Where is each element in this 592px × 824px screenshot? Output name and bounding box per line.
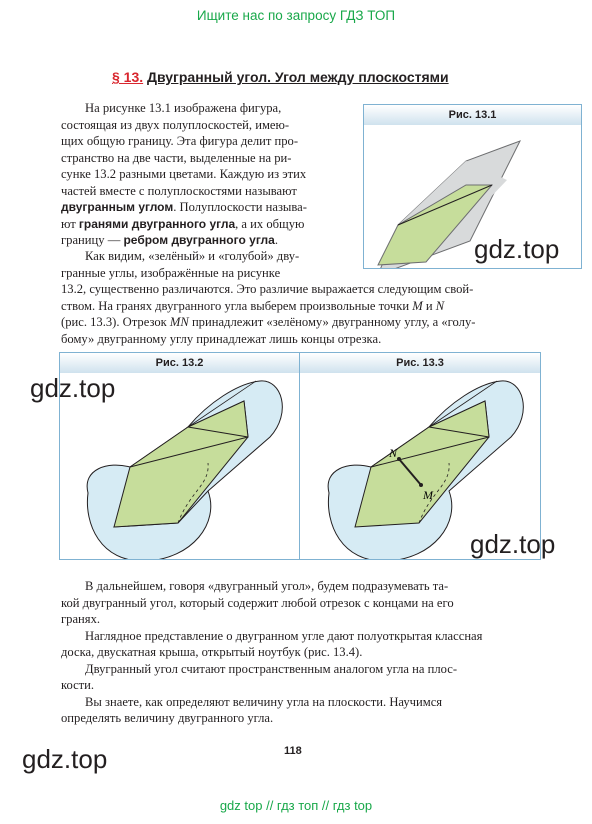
figure-caption: Рис. 13.1 [364,105,581,125]
page-number: 118 [284,745,302,757]
term-edge: ребром двугранного угла [123,233,275,247]
text-line: странство на две части, выделенные на ри- [61,150,292,165]
point-m [419,483,423,487]
text-line: бому» двугранному углу принадлежат лишь концы отрезка. [61,331,382,346]
text-line: гранные углы, изображённые на рисунке [61,265,281,280]
footer-links[interactable]: gdz top // гдз топ // гдз top [219,798,373,813]
section-heading [0,69,592,85]
text-line: ством. На гранях двугранного угла выберем произвольные точки M и N [61,298,445,313]
text-line: гранях. [61,612,101,626]
text-line: ют гранями двугранного угла, а их общую [61,216,305,231]
label-m: M [423,488,433,502]
watermark: gdz.top [22,744,108,774]
text-line: определять величину двугранного угла. [61,711,274,725]
paragraph-convention [61,578,541,727]
paragraph-definition [61,100,348,249]
text-line: Двугранный угол считают пространственным аналогом угла на плос- [85,661,458,676]
section-title: Двугранный угол. Угол между плоскостями [147,69,449,85]
figures-13-2-13-3 [59,352,541,560]
text-line: 13.2, существенно различаются. Это различие выражается следующим свой- [61,282,474,296]
section-number: § 13. [112,69,144,85]
text-line: (рис. 13.3). Отрезок MN принадлежит «зелёному» двугранному углу, а «голу- [61,315,476,329]
text-line: состоящая из двух полуплоскостей, имею- [61,117,290,132]
term-faces: гранями двугранного угла [78,216,236,231]
text-line: частей вместе с полуплоскостями называют [61,183,297,198]
text-line: доска, двускатная крыша, открытый ноутбук (рис. 13.4). [61,645,363,659]
text-line: двугранным углом. Полуплоскости называ- [61,200,307,214]
text-line: Как видим, «зелёный» и «голубой» дву- [85,249,300,263]
paragraph-comparison-a [61,248,348,281]
text-line: кости. [61,678,95,692]
text-line: щих общую границу. Эта фигура делит про- [61,134,299,148]
top-banner[interactable]: Ищите нас по запросу ГДЗ ТОП [196,8,396,23]
label-n: N [389,446,398,460]
text-line: В дальнейшем, говоря «двугранный угол», будем подразумевать та- [85,579,449,593]
text-line: сунке 13.2 разными цветами. Каждую из этих [61,167,307,181]
watermark: gdz.top [474,234,560,264]
figure-caption: Рис. 13.2 [60,353,299,373]
watermark: gdz.top [470,529,556,559]
paragraph-comparison-b [61,281,541,347]
text-line: На рисунке 13.1 изображена фигура, [85,101,282,115]
watermark: gdz.top [30,373,116,403]
text-line: кой двугранный угол, который содержит любой отрезок с концами на его [61,595,454,610]
text-line: границу — ребром двугранного угла. [61,233,278,247]
text-line: Наглядное представление о двугранном угле дают полуоткрытая классная [85,628,483,643]
point-n [397,457,401,461]
text-line: Вы знаете, как определяют величину угла на плоскости. Научимся [85,694,443,709]
figure-caption: Рис. 13.3 [300,353,540,373]
term-dihedral-angle: двугранным углом [61,200,174,214]
